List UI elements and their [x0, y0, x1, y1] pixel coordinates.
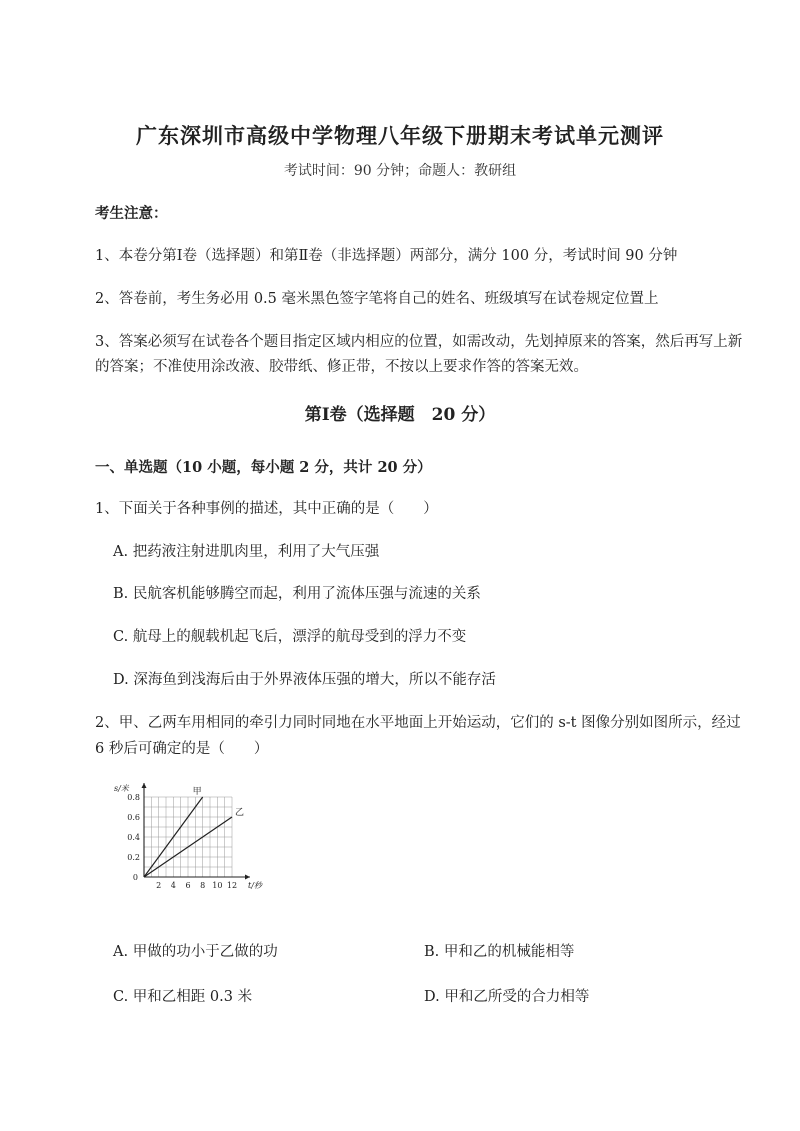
x-tick-label: 8: [200, 881, 206, 890]
series-label: 甲: [192, 787, 202, 797]
question-2-option-c[interactable]: C. 甲和乙相距 0.3 米: [113, 989, 253, 1005]
question-2-option-d[interactable]: D. 甲和乙所受的合力相等: [424, 989, 590, 1005]
origin-label: 0: [132, 873, 138, 882]
x-tick-label: 6: [185, 881, 191, 890]
notice-item-3-line-2: 的答案；不准使用涂改液、胶带纸、修正带，不按以上要求作答的答案无效。: [95, 359, 588, 375]
x-tick-label: 12: [226, 881, 238, 890]
question-2-option-a[interactable]: A. 甲做的功小于乙做的功: [113, 944, 278, 960]
notice-item-2: 2、答卷前，考生务必用 0.5 毫米黑色签字笔将自己的姓名、班级填写在试卷规定位置上: [95, 291, 659, 307]
question-1-option-a[interactable]: A. 把药液注射进肌肉里，利用了大气压强: [113, 544, 380, 560]
graph-axes: [142, 783, 251, 880]
x-axis-arrow: [245, 875, 250, 880]
y-axis-label: s/米: [114, 784, 129, 793]
page-title: 广东深圳市高级中学物理八年级下册期末考试单元测评: [136, 123, 664, 148]
y-tick-label: 0.4: [127, 833, 140, 842]
question-1-option-c[interactable]: C. 航母上的舰载机起飞后，漂浮的航母受到的浮力不变: [113, 629, 467, 645]
st-graph: [112, 780, 272, 895]
question-2-stem-line-2: 6 秒后可确定的是（ ）: [95, 741, 269, 757]
graph-grid: [144, 797, 232, 877]
notice-item-1: 1、本卷分第Ⅰ卷（选择题）和第Ⅱ卷（非选择题）两部分，满分 100 分，考试时间 90 分钟: [95, 248, 678, 264]
series-label: 乙: [235, 808, 245, 818]
notice-item-3-line-1: 3、答案必须写在试卷各个题目指定区域内相应的位置，如需改动，先划掉原来的答案，然后再写上新: [95, 334, 743, 350]
part-heading: 一、单选题（10 小题，每小题 2 分，共计 20 分）: [95, 459, 432, 476]
question-1-option-d[interactable]: D. 深海鱼到浅海后由于外界液体压强的增大，所以不能存活: [113, 672, 496, 688]
section-title: 第Ⅰ卷（选择题 20 分）: [304, 405, 496, 425]
y-tick-label: 0.8: [127, 793, 140, 802]
exam-info: 考试时间：90 分钟；命题人：教研组: [283, 163, 517, 179]
notice-heading: 考生注意：: [95, 205, 168, 222]
y-tick-label: 0.6: [127, 813, 140, 822]
y-axis-arrow: [142, 783, 147, 788]
question-1-option-b[interactable]: B. 民航客机能够腾空而起，利用了流体压强与流速的关系: [113, 586, 481, 602]
x-tick-label: 4: [170, 881, 176, 890]
question-2-option-b[interactable]: B. 甲和乙的机械能相等: [424, 944, 575, 960]
x-tick-label: 10: [212, 881, 223, 890]
y-tick-label: 0.2: [127, 853, 140, 862]
x-tick-label: 2: [156, 881, 162, 890]
question-1-stem: 1、下面关于各种事例的描述，其中正确的是（ ）: [95, 501, 438, 517]
question-2-stem-line-1: 2、甲、乙两车用相同的牵引力同时同地在水平地面上开始运动，它们的 s-t 图像分别如图所示，经过: [95, 715, 741, 731]
x-axis-label: t/秒: [248, 881, 262, 890]
